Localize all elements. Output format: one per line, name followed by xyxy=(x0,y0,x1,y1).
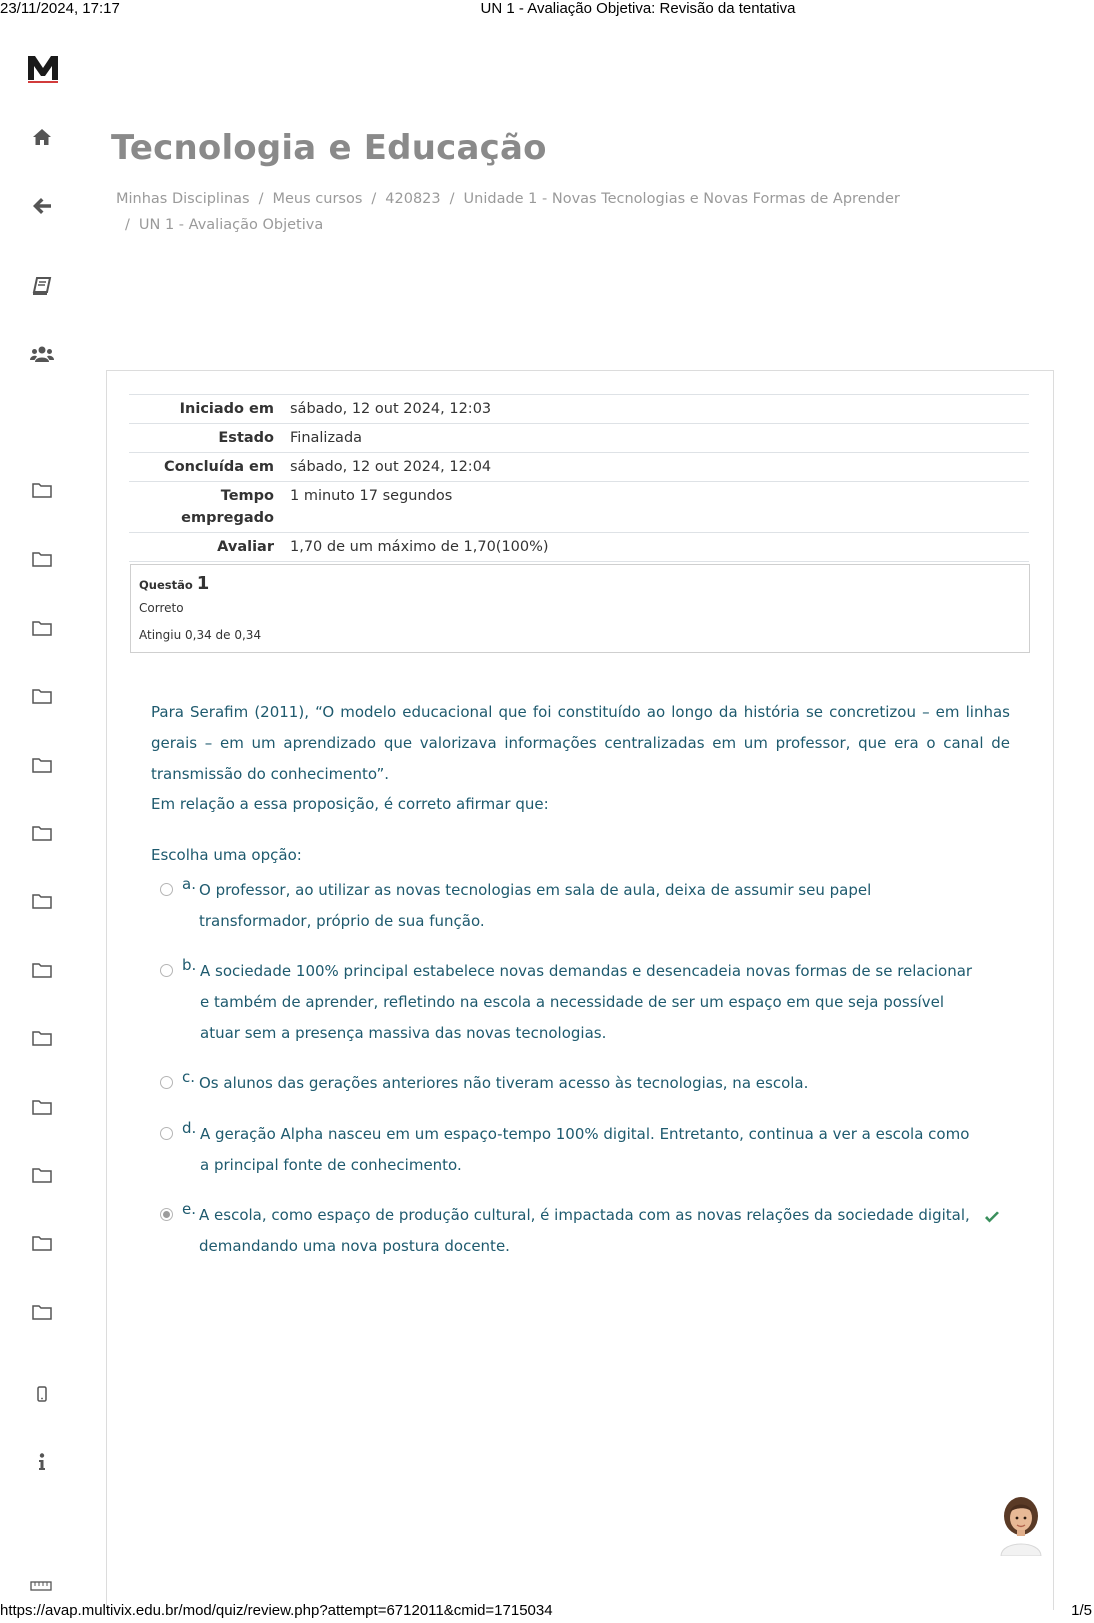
users-icon[interactable] xyxy=(30,342,54,366)
question-text: Para Serafim (2011), “O modelo educacional que foi constituído ao longo da história se concretizou – em linhas gerais – em um aprendizado que valorizava informações centralizadas em um professor, que era o canal de transmissão do conhecimento”. xyxy=(151,703,1010,783)
answer-option-a[interactable] xyxy=(160,875,1000,937)
breadcrumb-separator: / xyxy=(258,191,264,207)
summary-label: Iniciado em xyxy=(179,401,274,417)
home-icon[interactable] xyxy=(30,125,54,149)
table-row xyxy=(129,395,1029,424)
print-datetime: 23/11/2024, 17:17 xyxy=(0,0,120,17)
answer-option-d[interactable] xyxy=(160,1119,1000,1181)
print-page-number: 1/5 xyxy=(1071,1602,1092,1619)
print-page-title: UN 1 - Avaliação Objetiva: Revisão da tentativa xyxy=(480,0,796,17)
breadcrumb-item[interactable]: Minhas Disciplinas xyxy=(116,191,250,207)
option-text: A escola, como espaço de produção cultural, é impactada com as novas relações da sociedade digital, demandando uma nova postura docente. xyxy=(199,1206,970,1255)
question-grade: Atingiu 0,34 de 0,34 xyxy=(139,628,262,642)
question-label: Questão xyxy=(139,578,193,592)
print-footer xyxy=(0,1600,1094,1622)
option-letter: b. xyxy=(182,956,197,974)
breadcrumb-item[interactable]: UN 1 - Avaliação Objetiva xyxy=(138,217,324,233)
book-icon[interactable] xyxy=(30,274,54,298)
option-letter: a. xyxy=(182,875,196,893)
breadcrumb-item[interactable]: Meus cursos xyxy=(272,191,363,207)
summary-label: Tempo empregado xyxy=(181,488,274,526)
breadcrumb-separator: / xyxy=(371,191,377,207)
folder-icon[interactable] xyxy=(30,684,54,708)
folder-icon[interactable] xyxy=(30,753,54,777)
mobile-icon[interactable] xyxy=(30,1382,54,1406)
radio-button[interactable] xyxy=(160,964,173,977)
answer-option-b[interactable] xyxy=(160,956,1000,1049)
radio-button[interactable] xyxy=(160,883,173,896)
folder-icon[interactable] xyxy=(30,1095,54,1119)
correct-check-icon xyxy=(984,1204,1000,1235)
question-info-box xyxy=(130,564,1030,653)
keyboard-icon[interactable] xyxy=(30,1578,54,1592)
option-letter: d. xyxy=(182,1119,197,1137)
option-letter: e. xyxy=(182,1200,196,1218)
assistant-avatar-icon[interactable] xyxy=(996,1494,1046,1556)
sidebar xyxy=(0,20,84,1600)
summary-value: Finalizada xyxy=(290,430,363,446)
option-text: A geração Alpha nasceu em um espaço-tempo 100% digital. Entretanto, continua a ver a escola como a principal fonte de conhecimento. xyxy=(200,1125,970,1174)
question-number xyxy=(139,573,209,594)
print-url: https://avap.multivix.edu.br/mod/quiz/review.php?attempt=6712011&cmid=1715034 xyxy=(0,1602,553,1619)
option-text: A sociedade 100% principal estabelece novas demandas e desencadeia novas formas de se relacionar e também de aprender, refletindo na escola a necessidade de ser um espaço em que seja possível atuar sem a presença massiva das novas tecnologias. xyxy=(200,962,973,1042)
summary-value: 1 minuto 17 segundos xyxy=(290,488,453,504)
question-number-value: 1 xyxy=(196,573,210,594)
breadcrumb-item[interactable]: 420823 xyxy=(385,191,441,207)
folder-icon[interactable] xyxy=(30,1163,54,1187)
radio-button[interactable] xyxy=(160,1127,173,1140)
radio-button[interactable] xyxy=(160,1076,173,1089)
question-prompt: Em relação a essa proposição, é correto afirmar que: xyxy=(151,795,549,813)
breadcrumb-separator: / xyxy=(125,217,130,233)
summary-label: Estado xyxy=(218,430,274,446)
summary-value: sábado, 12 out 2024, 12:04 xyxy=(290,459,492,475)
folder-icon[interactable] xyxy=(30,1026,54,1050)
table-row xyxy=(129,533,1029,562)
option-letter: c. xyxy=(182,1068,196,1086)
folder-icon[interactable] xyxy=(30,1300,54,1324)
table-row xyxy=(129,482,1029,533)
breadcrumb-item[interactable]: Unidade 1 - Novas Tecnologias e Novas Formas de Aprender xyxy=(463,191,900,207)
summary-label: Avaliar xyxy=(217,539,274,555)
summary-label: Concluída em xyxy=(164,459,274,475)
breadcrumb-separator: / xyxy=(449,191,455,207)
summary-value: sábado, 12 out 2024, 12:03 xyxy=(290,401,492,417)
attempt-summary-table xyxy=(129,394,1029,562)
table-row xyxy=(129,453,1029,482)
answer-option-e[interactable] xyxy=(160,1200,1000,1262)
page-title: Tecnologia e Educação xyxy=(111,128,547,168)
print-header xyxy=(0,0,1094,20)
radio-button-selected[interactable] xyxy=(160,1208,173,1221)
choose-option-label: Escolha uma opção: xyxy=(151,846,302,864)
folder-icon[interactable] xyxy=(30,478,54,502)
option-text: Os alunos das gerações anteriores não tiveram acesso às tecnologias, na escola. xyxy=(199,1074,809,1092)
back-arrow-icon[interactable] xyxy=(30,194,54,218)
table-row xyxy=(129,424,1029,453)
answer-option-c[interactable] xyxy=(160,1068,1000,1099)
folder-icon[interactable] xyxy=(30,1231,54,1255)
summary-value: 1,70 de um máximo de 1,70(100%) xyxy=(290,539,549,555)
logo[interactable] xyxy=(26,50,60,84)
folder-icon[interactable] xyxy=(30,958,54,982)
option-text: O professor, ao utilizar as novas tecnologias em sala de aula, deixa de assumir seu papel transformador, próprio de sua função. xyxy=(199,881,872,930)
breadcrumb xyxy=(116,186,956,238)
info-icon[interactable] xyxy=(30,1450,54,1474)
folder-icon[interactable] xyxy=(30,547,54,571)
folder-icon[interactable] xyxy=(30,616,54,640)
folder-icon[interactable] xyxy=(30,821,54,845)
folder-icon[interactable] xyxy=(30,889,54,913)
question-state: Correto xyxy=(139,601,184,615)
